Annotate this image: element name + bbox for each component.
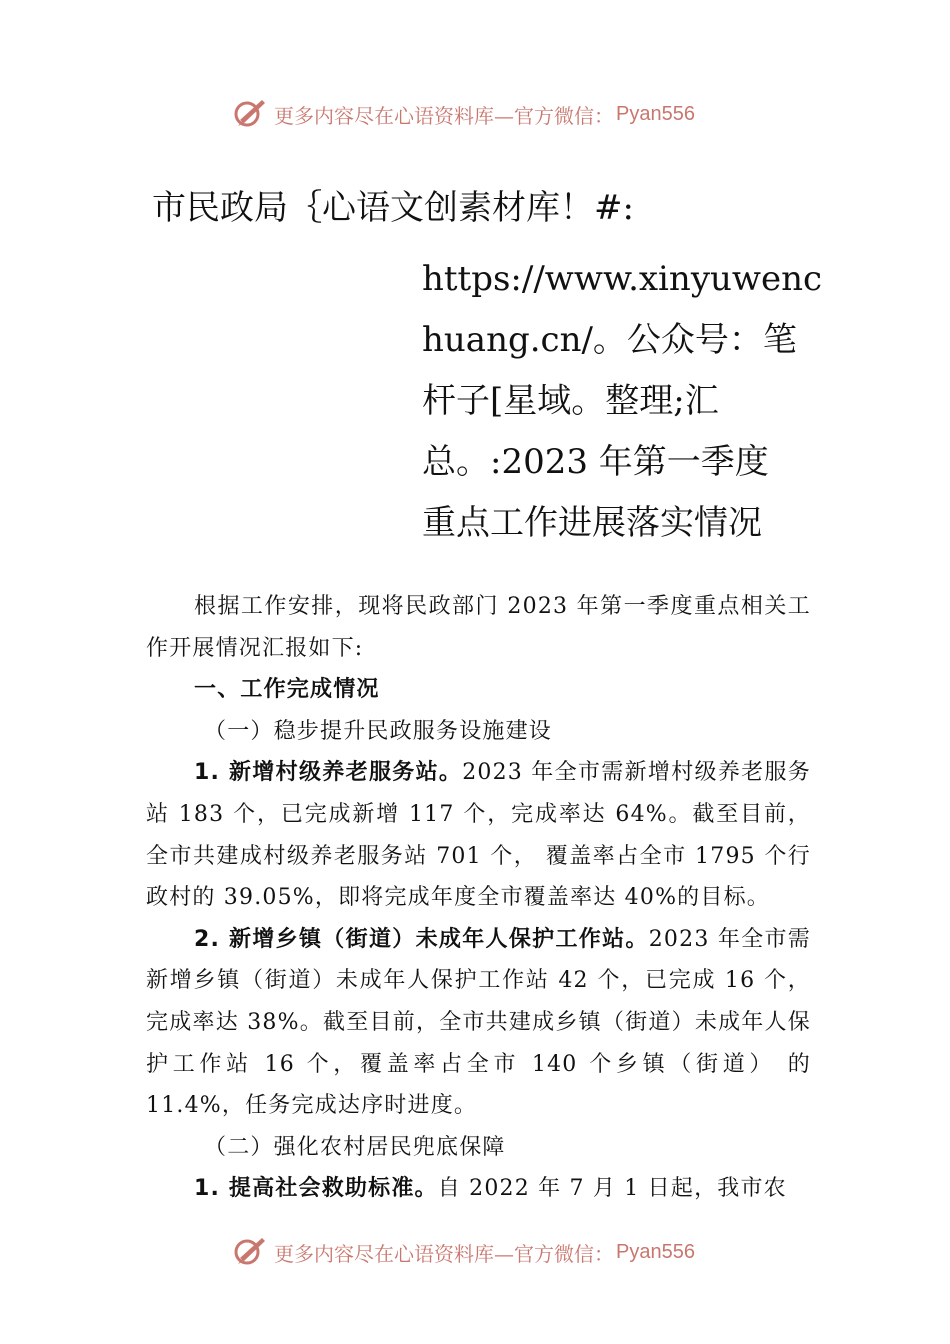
- item-text: 自 2022 年 7 月 1 日起，我市农: [437, 1176, 787, 1202]
- item-paragraph-2: [146, 919, 811, 1127]
- item-paragraph-1: [146, 752, 811, 918]
- watermark-wechat-id: Pyan556: [616, 1240, 695, 1263]
- item-lead: 1. 提高社会救助标准。: [194, 1176, 438, 1202]
- doc-title-line: 重点工作进展落实情况: [422, 503, 762, 543]
- item-lead: 2. 新增乡镇（街道）未成年人保护工作站。: [194, 926, 649, 952]
- doc-title-continued: [422, 249, 823, 554]
- intro-paragraph: 根据工作安排，现将民政部门 2023 年第一季度重点相关工作开展情况汇报如下:: [146, 594, 811, 661]
- watermark-banner-top: [232, 96, 695, 132]
- doc-title-line: 杆子[星域。整理;汇: [422, 381, 719, 421]
- doc-title-line1: 市民政局｛心语文创素材库！#:: [152, 188, 634, 228]
- doc-title-line: https://www.xinyuwenc: [422, 259, 823, 299]
- watermark-wechat-id: Pyan556: [616, 102, 695, 125]
- pen-logo-icon: [232, 96, 268, 132]
- watermark-banner-bottom: [232, 1234, 695, 1270]
- section-heading-1: 一、工作完成情况: [194, 677, 380, 703]
- doc-body: [146, 586, 811, 1210]
- watermark-text: 更多内容尽在心语资料库—官方微信：: [274, 1241, 614, 1266]
- item-text: 2023 年全市需新增村级养老服务站 183 个，已完成新增 117 个，完成率达 64%。截至目前，全市共建成村级养老服务站 701 个， 覆盖率占全市 1795 个行政村的 39.05%，即将完成年度全市覆盖率达 40%的目标。: [146, 760, 811, 911]
- subsection-heading-1: （一）稳步提升民政服务设施建设: [204, 718, 553, 744]
- pen-logo-icon: [232, 1234, 268, 1270]
- item-paragraph-3: [146, 1168, 811, 1210]
- watermark-text: 更多内容尽在心语资料库—官方微信：: [274, 103, 614, 128]
- doc-title-line: 总。:2023 年第一季度: [422, 442, 769, 482]
- doc-title-line: huang.cn/。公众号：笔: [422, 320, 797, 360]
- item-text: 2023 年全市需新增乡镇（街道）未成年人保护工作站 42 个，已完成 16 个，完成率达 38%。截至目前，全市共建成乡镇（街道）未成年人保护工作站 16 个，覆盖率占全市 140 个乡镇（街道） 的 11.4%，任务完成达序时进度。: [146, 926, 811, 1119]
- item-lead: 1. 新增村级养老服务站。: [194, 760, 463, 786]
- subsection-heading-2: （二）强化农村居民兜底保障: [204, 1134, 506, 1160]
